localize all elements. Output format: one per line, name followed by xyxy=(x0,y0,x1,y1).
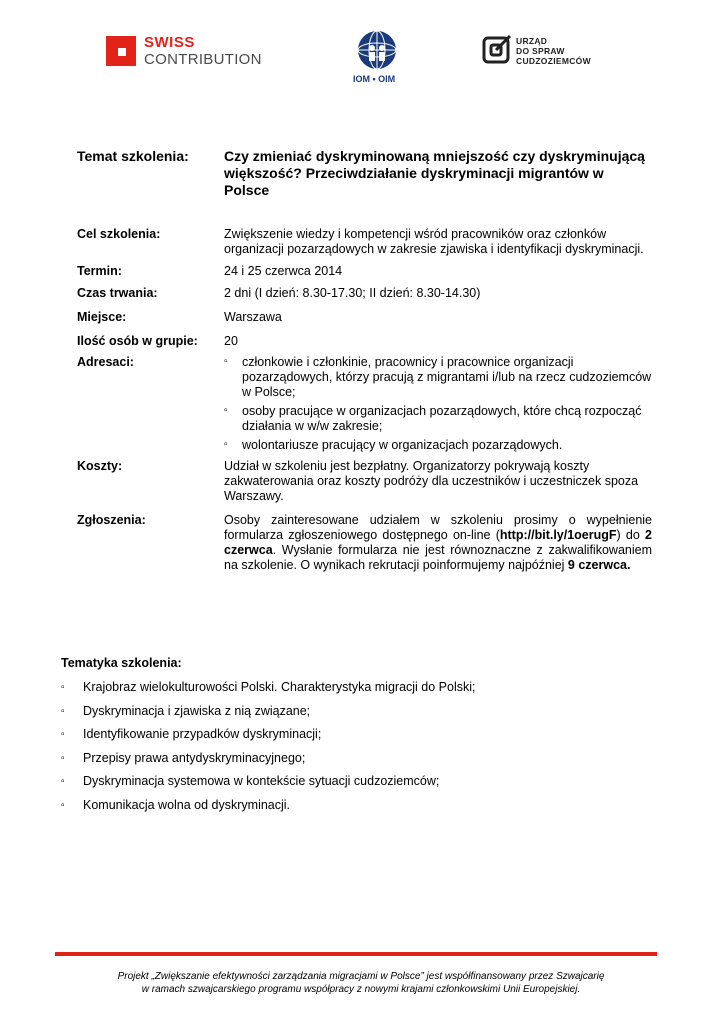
list-item xyxy=(61,798,661,822)
topic-label: Temat szkolenia: xyxy=(77,148,189,164)
field-value: 24 i 25 czerwca 2014 xyxy=(224,264,343,278)
registration-deadline: 2 czerwca xyxy=(224,528,652,557)
field-label: Ilość osób w grupie: xyxy=(77,334,198,348)
field-miejsce xyxy=(77,310,652,325)
training-details xyxy=(77,227,652,573)
bullet-square-icon: ▫ xyxy=(61,682,65,693)
bullet-square-icon: ▫ xyxy=(61,729,65,740)
field-label: Cel szkolenia: xyxy=(77,227,161,241)
swiss-logo-line2: CONTRIBUTION xyxy=(144,51,262,68)
topic-text: Dyskryminacja systemowa w kontekście sytuacji cudzoziemców; xyxy=(83,774,440,788)
field-label: Miejsce: xyxy=(77,310,127,324)
field-termin xyxy=(77,264,652,279)
logo-bar xyxy=(0,0,724,100)
field-value xyxy=(224,513,652,573)
field-value: 20 xyxy=(224,334,238,348)
footer-line1: Projekt „Zwiększanie efektywności zarządzania migracjami w Polsce” jest współfinansowany przez Szwajcarię xyxy=(117,971,605,982)
topic-text: Dyskryminacja i zjawiska z nią związane; xyxy=(83,703,311,718)
topics-section xyxy=(61,656,661,821)
field-adresaci xyxy=(77,355,652,453)
udsc-logo xyxy=(482,34,608,70)
field-zgloszenia xyxy=(77,513,652,573)
field-label: Termin: xyxy=(77,264,122,278)
footer-divider xyxy=(55,952,657,956)
bullet-square-icon: ▫ xyxy=(61,752,65,764)
list-item xyxy=(61,727,661,751)
registration-link[interactable]: http://bit.ly/1oerugF xyxy=(499,528,617,542)
topic-text: Przepisy prawa antydyskryminacyjnego; xyxy=(83,750,306,765)
swiss-contribution-logo xyxy=(106,34,266,74)
udsc-line3: CUDZOZIEMCÓW xyxy=(516,56,591,66)
udsc-emblem-icon xyxy=(482,34,512,68)
field-value: 2 dni (I dzień: 8.30-17.30; II dzień: 8.30-14.30) xyxy=(224,286,481,300)
field-value: Zwiększenie wiedzy i kompetencji wśród pracowników oraz członków organizacji pozarządowych w zakresie zjawiska i identyfikacji dyskryminacji. xyxy=(224,227,644,256)
registration-text: . Wysłanie formularza nie jest równoznaczne z zakwalifikowaniem na szkolenie. O wynikach rekrutacji poinformujemy najpóźniej xyxy=(224,543,652,572)
list-item xyxy=(61,680,661,704)
footer-line2: w ramach szwajcarskiego programu współpracy z nowymi krajami członkowskimi Unii Europejskiej. xyxy=(141,984,581,995)
field-ilosc xyxy=(77,334,652,349)
results-date: 9 czerwca. xyxy=(567,558,631,572)
field-label: Zgłoszenia: xyxy=(77,513,146,527)
topics-heading: Tematyka szkolenia: xyxy=(61,656,182,670)
field-value xyxy=(224,355,652,453)
registration-text: ) do xyxy=(616,528,646,542)
bullet-square-icon: ▫ xyxy=(61,799,65,811)
footer-note xyxy=(55,970,667,996)
bullet-square-icon: ▫ xyxy=(61,776,65,787)
udsc-line1: URZĄD xyxy=(516,36,548,46)
swiss-flag-icon xyxy=(106,36,136,66)
title-row xyxy=(77,148,652,202)
list-item: ▫ członkowie i członkinie, pracownicy i pracownice organizacji pozarządowych, którzy pracują z migrantami i/lub na rzecz cudzoziemców w Polsce; xyxy=(224,355,652,400)
list-item xyxy=(61,704,661,728)
topic-title: Czy zmieniać dyskryminowaną mniejszość czy dyskryminującą większość? Przeciwdziałanie dyskryminacji migrantów w Polsce xyxy=(224,148,645,198)
list-item: ▫ wolontariusze pracujący w organizacjach pozarządowych. xyxy=(224,438,652,453)
list-item xyxy=(61,774,661,798)
list-item: ▫ osoby pracujące w organizacjach pozarządowych, które chcą rozpocząć działania w w/w zakresie; xyxy=(224,404,652,434)
list-item xyxy=(61,751,661,775)
field-cel xyxy=(77,227,652,257)
field-label: Koszty: xyxy=(77,459,123,473)
topic-text: Komunikacja wolna od dyskryminacji. xyxy=(83,797,291,812)
bullet-square-icon: ▫ xyxy=(61,705,65,717)
topic-text: Identyfikowanie przypadków dyskryminacji; xyxy=(83,727,322,741)
field-czas xyxy=(77,286,652,301)
field-label: Czas trwania: xyxy=(77,286,158,300)
field-label: Adresaci: xyxy=(77,355,134,369)
swiss-logo-line1: SWISS xyxy=(144,34,195,51)
audience-list xyxy=(224,355,652,453)
registration-text: Osoby zainteresowane udziałem w szkoleniu prosimy o wypełnienie formularza zgłoszeniowego dostępnego on-line ( xyxy=(224,513,652,542)
iom-caption: IOM • OIM xyxy=(353,74,396,84)
training-topic-section xyxy=(77,148,652,202)
field-value: Udział w szkoleniu jest bezpłatny. Organizatorzy pokrywają koszty zakwaterowania oraz koszty podróży dla uczestników i uczestniczek spoza Warszawy. xyxy=(224,459,639,503)
field-value: Warszawa xyxy=(224,310,282,324)
udsc-line2: DO SPRAW xyxy=(516,46,565,56)
topic-text: Krajobraz wielokulturowości Polski. Charakterystyka migracji do Polski; xyxy=(83,680,476,694)
udsc-text xyxy=(516,36,591,66)
field-koszty xyxy=(77,459,652,504)
